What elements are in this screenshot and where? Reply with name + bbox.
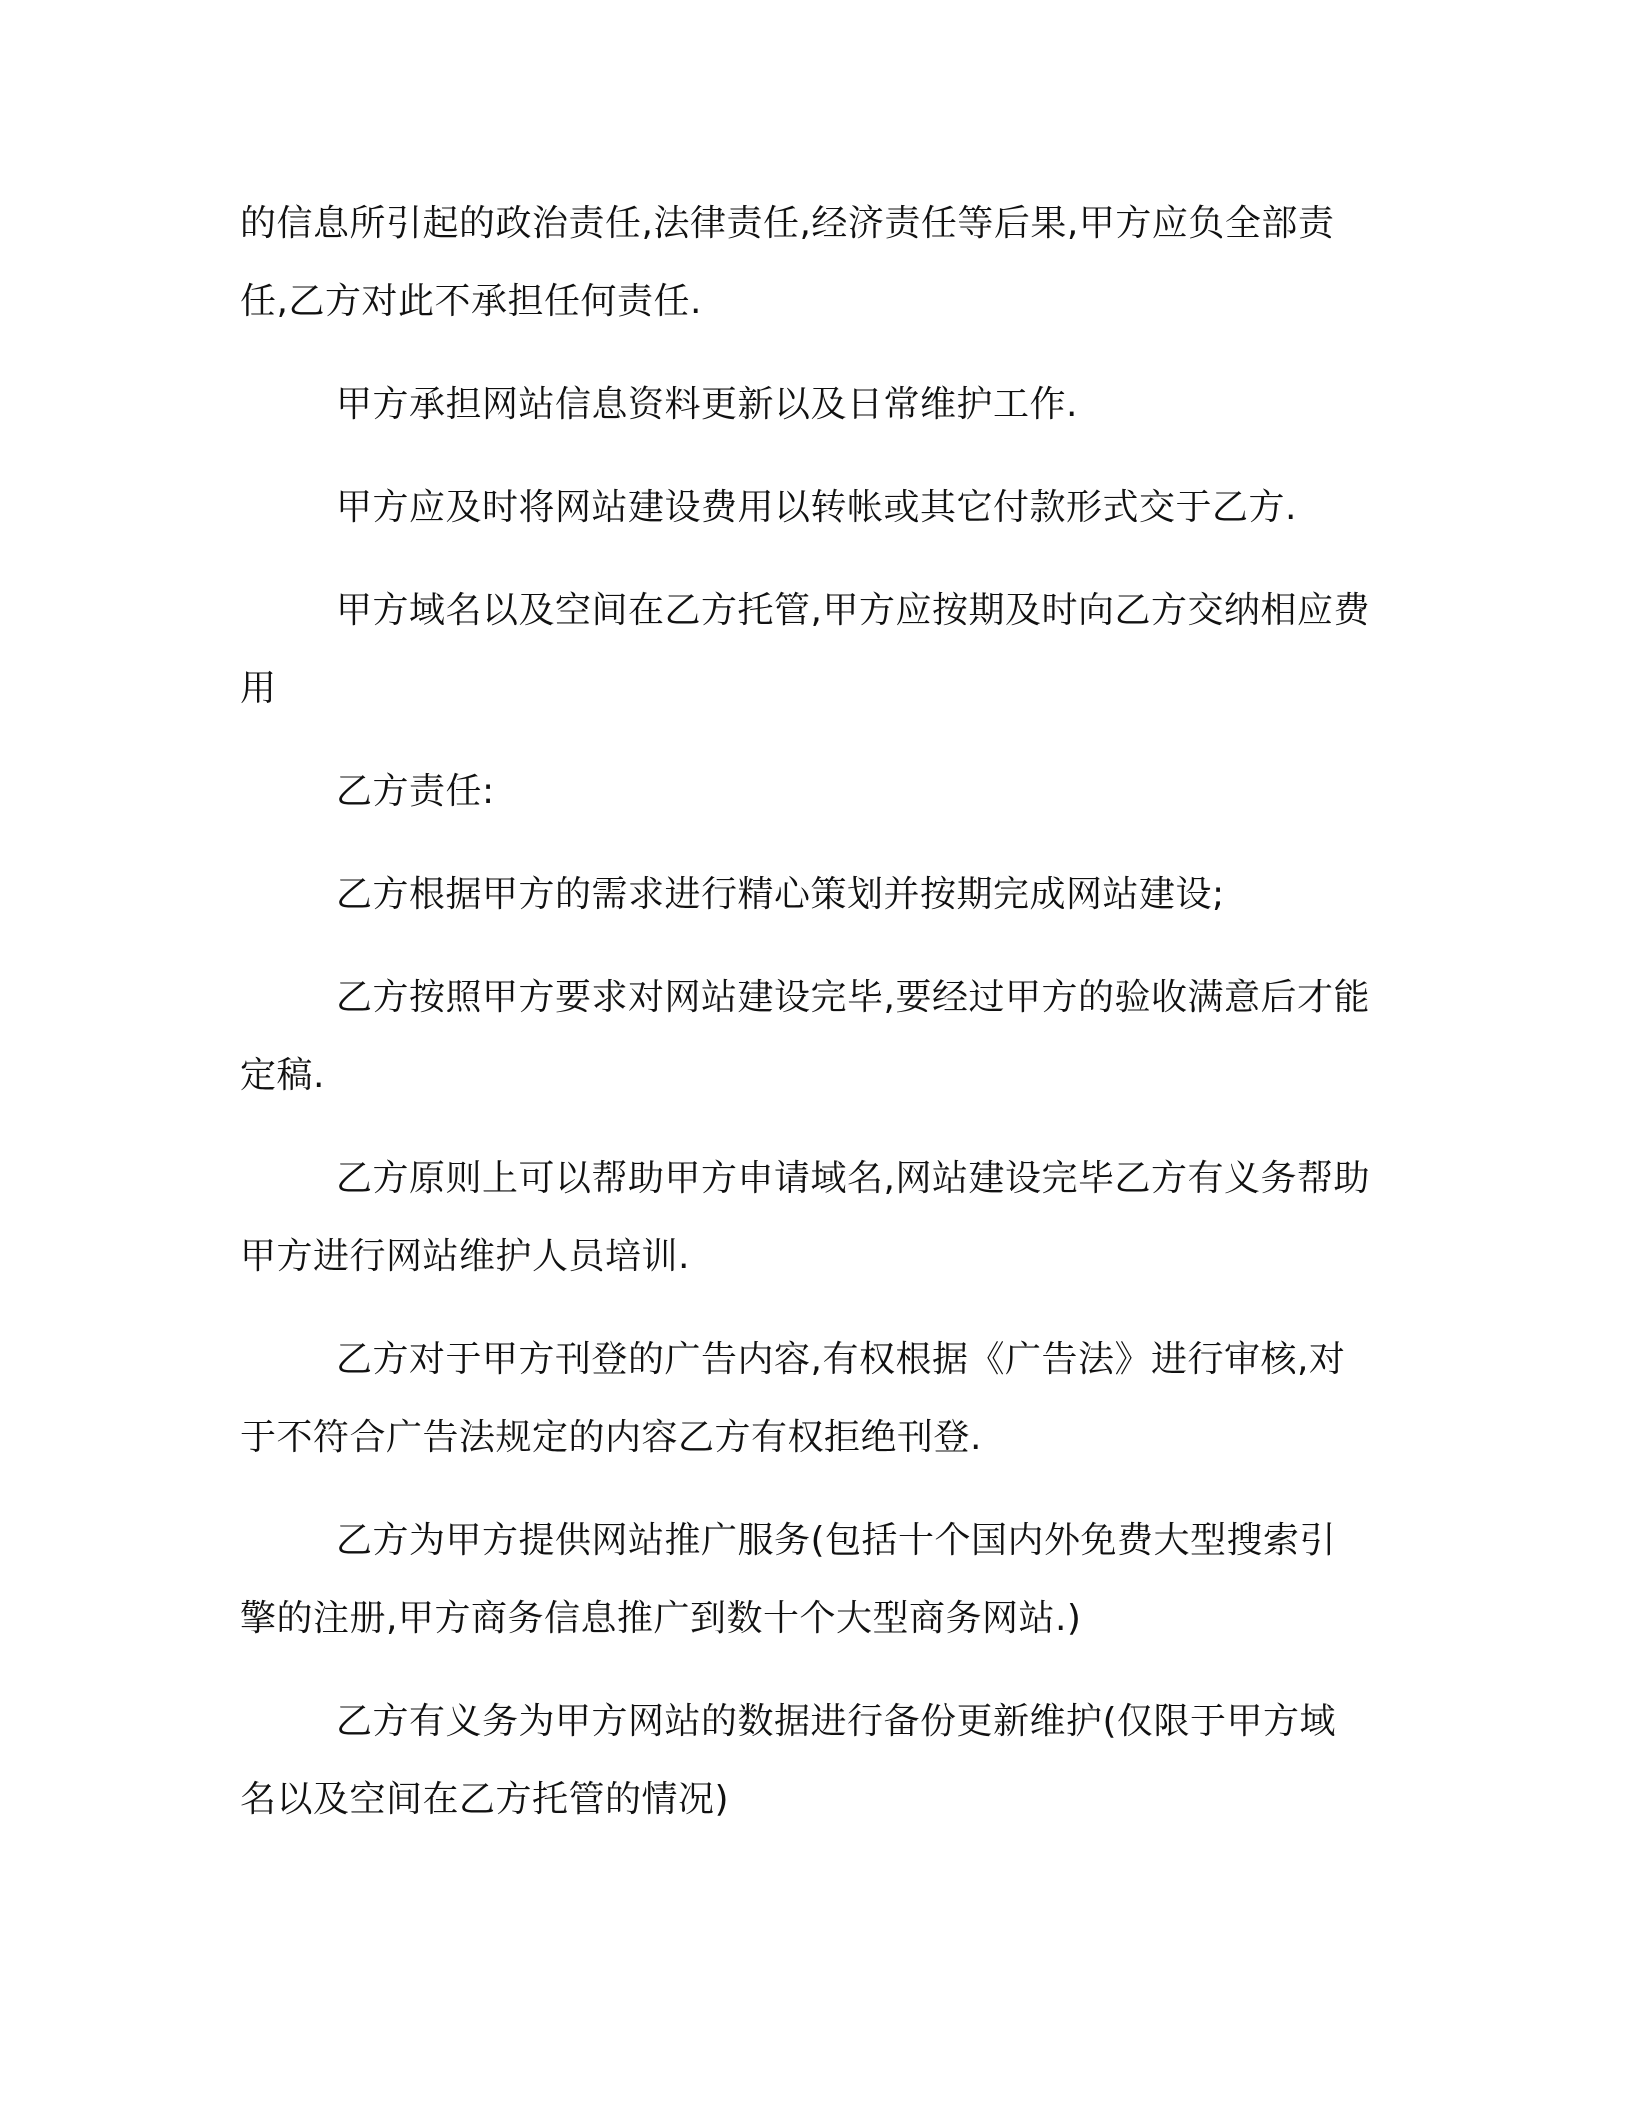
paragraph-11: 乙方有义务为甲方网站的数据进行备份更新维护(仅限于甲方域名以及空间在乙方托管的情况)	[240, 1701, 1337, 1820]
paragraph-7: 乙方按照甲方要求对网站建设完毕,要经过甲方的验收满意后才能定稿.	[240, 977, 1370, 1096]
paragraph-3: 甲方应及时将网站建设费用以转帐或其它付款形式交于乙方.	[336, 487, 1297, 528]
paragraph-8: 乙方原则上可以帮助甲方申请域名,网站建设完毕乙方有义务帮助甲方进行网站维护人员培训.	[240, 1158, 1370, 1277]
paragraph-5-heading: 乙方责任:	[336, 771, 495, 812]
paragraph-4: 甲方域名以及空间在乙方托管,甲方应按期及时向乙方交纳相应费用	[240, 590, 1370, 709]
paragraph-2: 甲方承担网站信息资料更新以及日常维护工作.	[336, 384, 1078, 425]
paragraph-10: 乙方为甲方提供网站推广服务(包括十个国内外免费大型搜索引擎的注册,甲方商务信息推广到数十个大型商务网站.)	[240, 1520, 1337, 1639]
paragraph-6: 乙方根据甲方的需求进行精心策划并按期完成网站建设;	[336, 874, 1225, 915]
paragraph-9: 乙方对于甲方刊登的广告内容,有权根据《广告法》进行审核,对于不符合广告法规定的内容乙方有权拒绝刊登.	[240, 1339, 1346, 1458]
paragraph-1: 的信息所引起的政治责任,法律责任,经济责任等后果,甲方应负全部责任,乙方对此不承担任何责任.	[240, 203, 1335, 322]
document-body	[240, 185, 1370, 1839]
